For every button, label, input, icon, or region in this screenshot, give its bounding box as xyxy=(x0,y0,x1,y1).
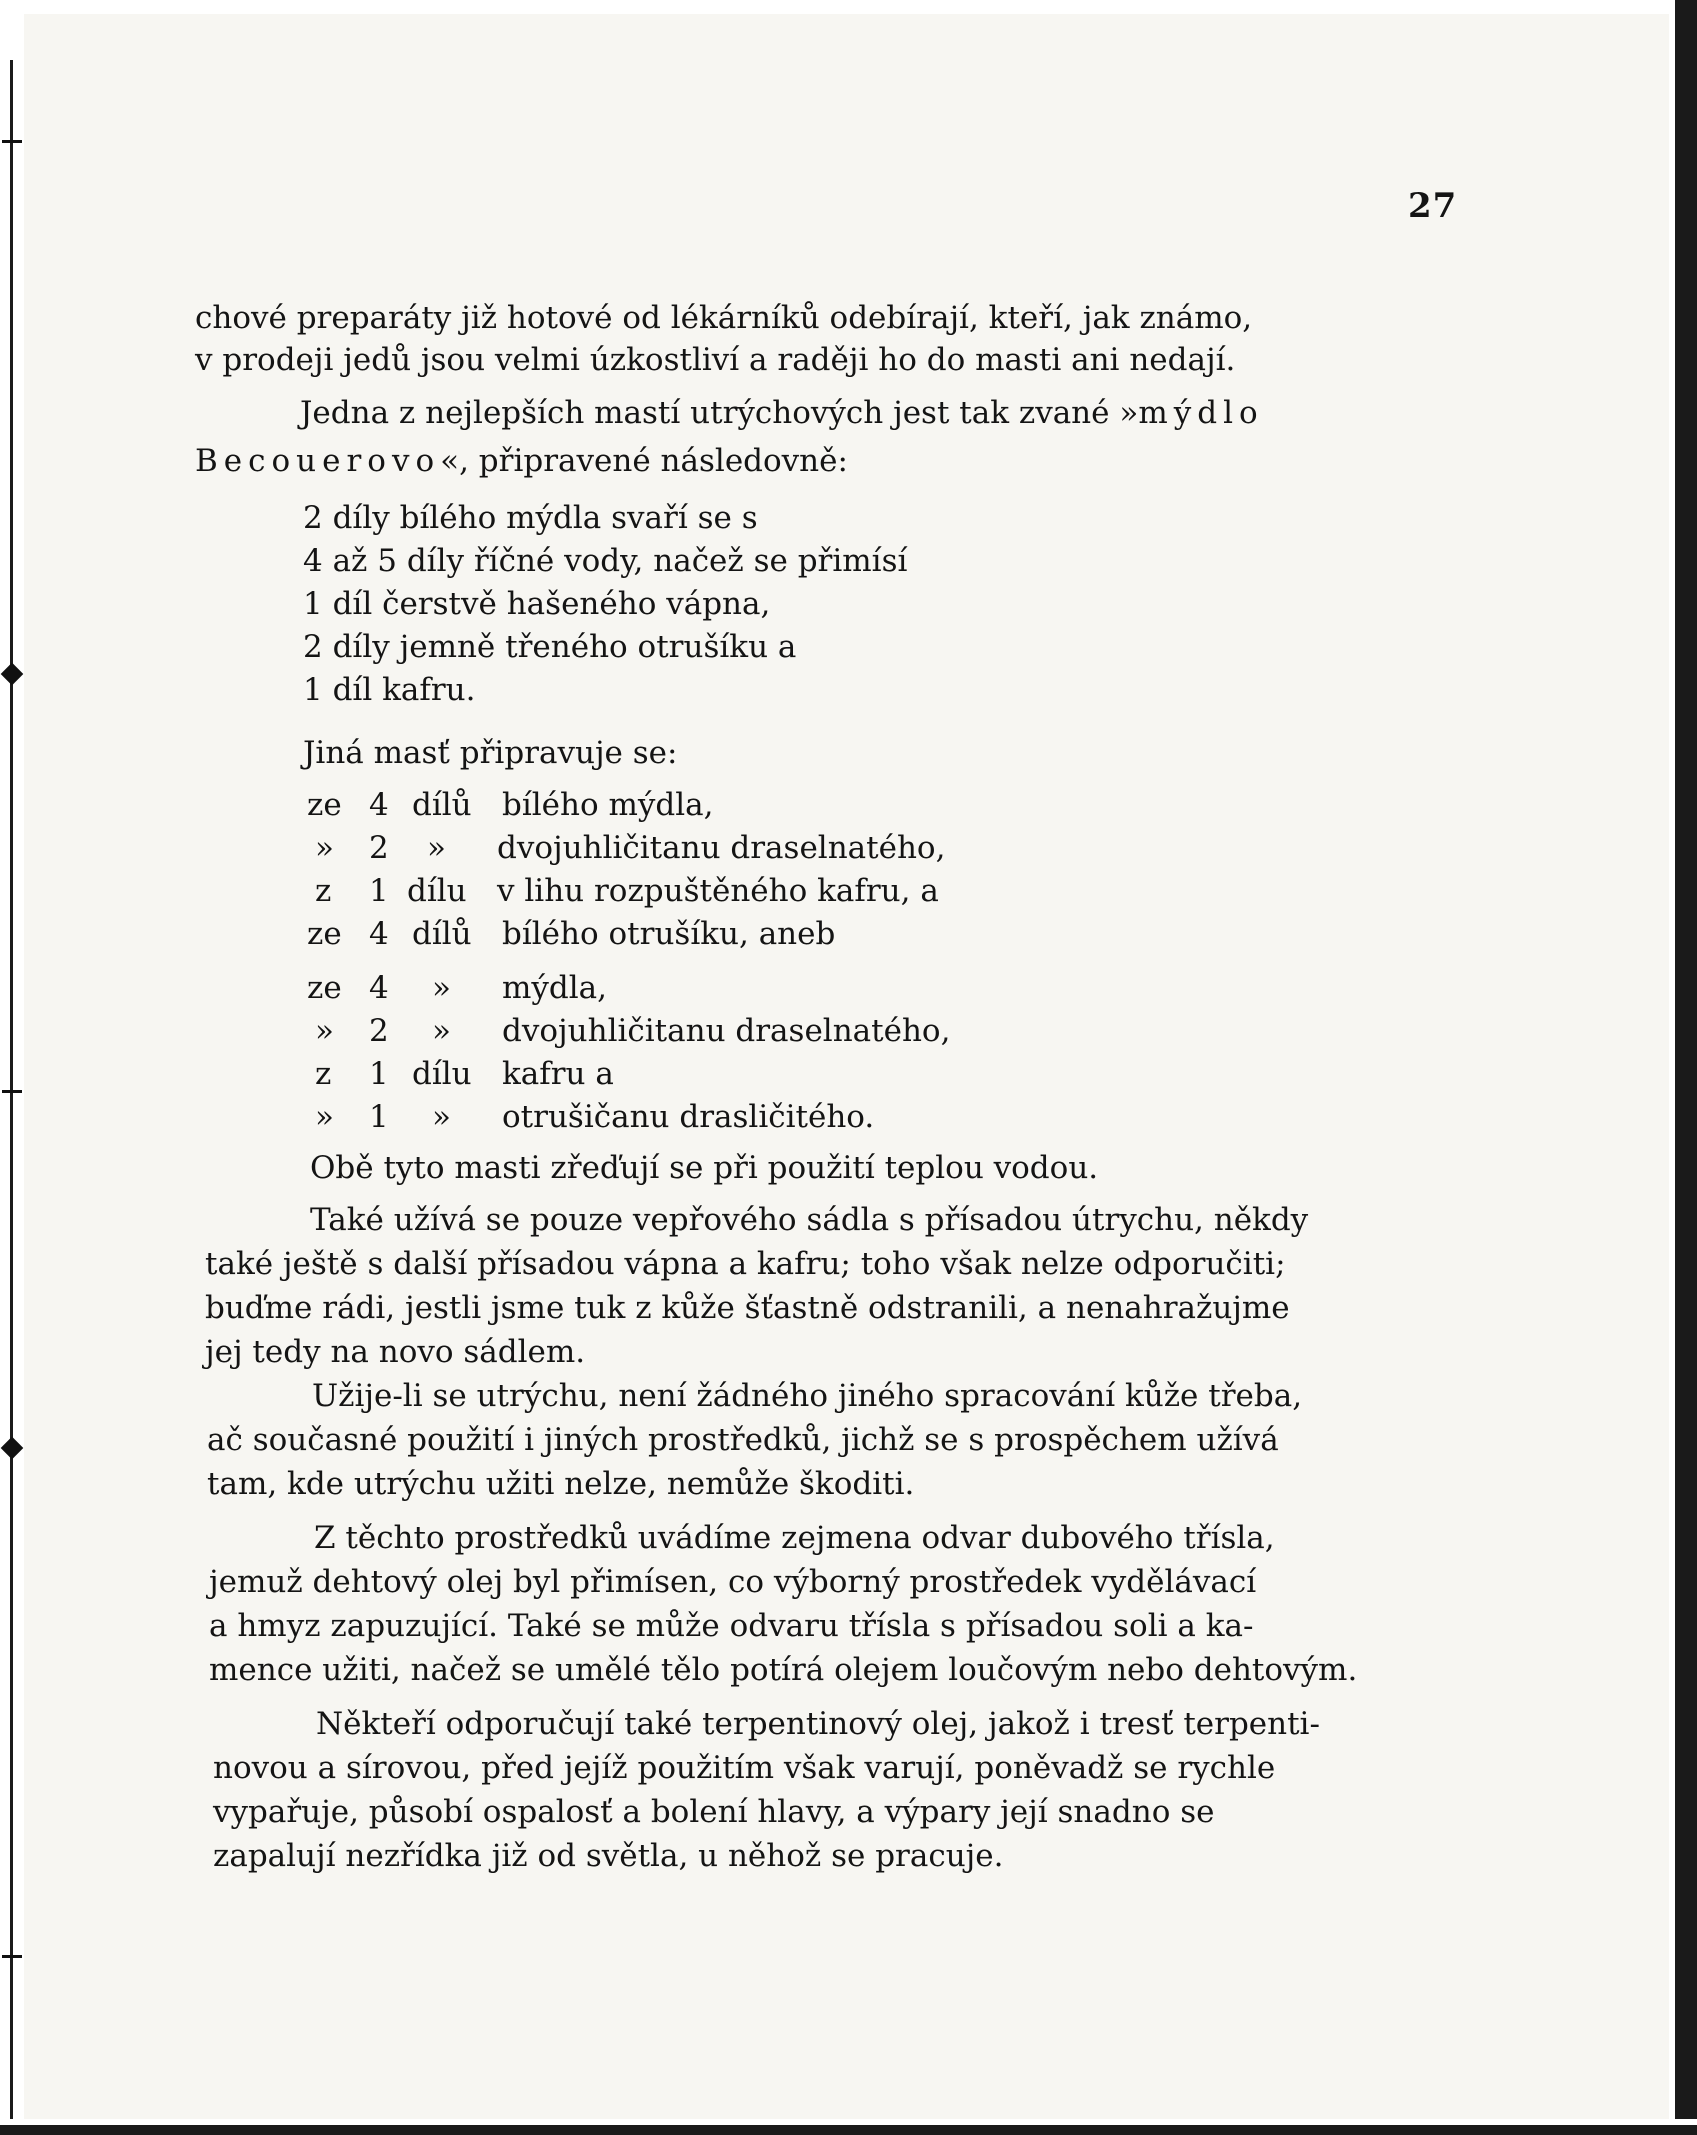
text-line xyxy=(300,393,1264,433)
cell: 1 xyxy=(369,1099,389,1135)
cell: » xyxy=(432,1013,451,1049)
text-line: Užije-li se utrýchu, není žádného jiného spracování kůže třeba, xyxy=(312,1378,1303,1414)
cell: dvojuhličitanu draselnatého, xyxy=(502,1013,951,1049)
cell: 4 xyxy=(369,916,389,952)
cell: » xyxy=(315,830,334,866)
binding-tick xyxy=(2,140,22,143)
recipe-line: 2 díly bílého mýdla svaří se s xyxy=(303,500,758,536)
text-line: v prodeji jedů jsou velmi úzkostliví a raději ho do masti ani nedají. xyxy=(195,342,1236,378)
text-run: «, připravené následovně: xyxy=(440,443,848,479)
emphasis-run: mýdlo xyxy=(1138,395,1264,431)
cell: 1 xyxy=(369,873,389,909)
binding-tick xyxy=(2,1090,22,1093)
text-line: jemuž dehtový olej byl přimísen, co výborný prostředek vydělávací xyxy=(209,1564,1257,1600)
cell: dílu xyxy=(407,873,467,909)
text-line: Z těchto prostředků uvádíme zejmena odvar dubového třísla, xyxy=(314,1520,1275,1556)
cell: dílu xyxy=(412,1056,472,1092)
cell: 1 xyxy=(369,1056,389,1092)
text-line: Obě tyto masti zřeďují se při použití teplou vodou. xyxy=(310,1150,1099,1186)
text-line: také ještě s další přísadou vápna a kafru; toho však nelze odporučiti; xyxy=(205,1246,1286,1282)
text-line: novou a sírovou, před jejíž použitím však varují, poněvadž se rychle xyxy=(213,1750,1276,1786)
cell: » xyxy=(315,1099,334,1135)
text-line: Také užívá se pouze vepřového sádla s přísadou útrychu, někdy xyxy=(310,1202,1309,1238)
scan-edge-right xyxy=(1675,0,1697,2135)
cell: bílého mýdla, xyxy=(502,787,714,823)
binding-tick xyxy=(2,1955,22,1958)
cell: 4 xyxy=(369,970,389,1006)
cell: dvojuhličitanu draselnatého, xyxy=(497,830,946,866)
cell: dílů xyxy=(412,916,472,952)
cell: v lihu rozpuštěného kafru, a xyxy=(497,873,939,909)
text-line: a hmyz zapuzující. Také se může odvaru třísla s přísadou soli a ka- xyxy=(209,1608,1254,1644)
recipe-line: 1 díl kafru. xyxy=(303,672,476,708)
emphasis-run: Becouerovo xyxy=(195,443,441,479)
text-line: jej tedy na novo sádlem. xyxy=(205,1334,586,1370)
cell: 2 xyxy=(369,830,389,866)
cell: kafru a xyxy=(502,1056,614,1092)
cell: otrušičanu drasličitého. xyxy=(502,1099,875,1135)
recipe-line: 1 díl čerstvě hašeného vápna, xyxy=(303,586,771,622)
cell: ze xyxy=(307,916,342,952)
text-line: tam, kde utrýchu užiti nelze, nemůže škoditi. xyxy=(207,1466,915,1502)
text-line: vypařuje, působí ospalosť a bolení hlavy, a výpary její snadno se xyxy=(213,1794,1215,1830)
cell: 4 xyxy=(369,787,389,823)
text-line: chové preparáty již hotové od lékárníků odebírají, kteří, jak známo, xyxy=(195,300,1253,336)
text-line: mence užiti, načež se umělé tělo potírá olejem loučovým nebo dehtovým. xyxy=(209,1652,1358,1688)
cell: » xyxy=(432,1099,451,1135)
cell: » xyxy=(315,1013,334,1049)
cell: z xyxy=(315,1056,332,1092)
recipe-line: 2 díly jemně třeného otrušíku a xyxy=(303,629,797,665)
cell: 2 xyxy=(369,1013,389,1049)
cell: ze xyxy=(307,970,342,1006)
cell: z xyxy=(315,873,332,909)
text-line: zapalují nezřídka již od světla, u něhož se pracuje. xyxy=(213,1838,1004,1874)
scan-edge-top xyxy=(0,0,1697,14)
text-line xyxy=(195,441,848,481)
cell: bílého otrušíku, aneb xyxy=(502,916,836,952)
text-line: buďme rádi, jestli jsme tuk z kůže šťastně odstranili, a nenahražujme xyxy=(205,1290,1290,1326)
text-line: ač současné použití i jiných prostředků, jichž se s prospěchem užívá xyxy=(207,1422,1279,1458)
text-run: Jedna z nejlepších mastí utrýchových jest tak zvané » xyxy=(300,395,1139,431)
cell: » xyxy=(427,830,446,866)
text-line: Někteří odporučují také terpentinový olej, jakož i tresť terpenti- xyxy=(316,1706,1320,1742)
cell: » xyxy=(432,970,451,1006)
cell: dílů xyxy=(412,787,472,823)
scan-edge-bottom xyxy=(0,2125,1697,2135)
cell: ze xyxy=(307,787,342,823)
cell: mýdla, xyxy=(502,970,608,1006)
text-line: Jiná masť připravuje se: xyxy=(303,735,678,771)
recipe-line: 4 až 5 díly říčné vody, načež se přimísí xyxy=(303,543,908,579)
page-number: 27 xyxy=(1408,186,1458,226)
